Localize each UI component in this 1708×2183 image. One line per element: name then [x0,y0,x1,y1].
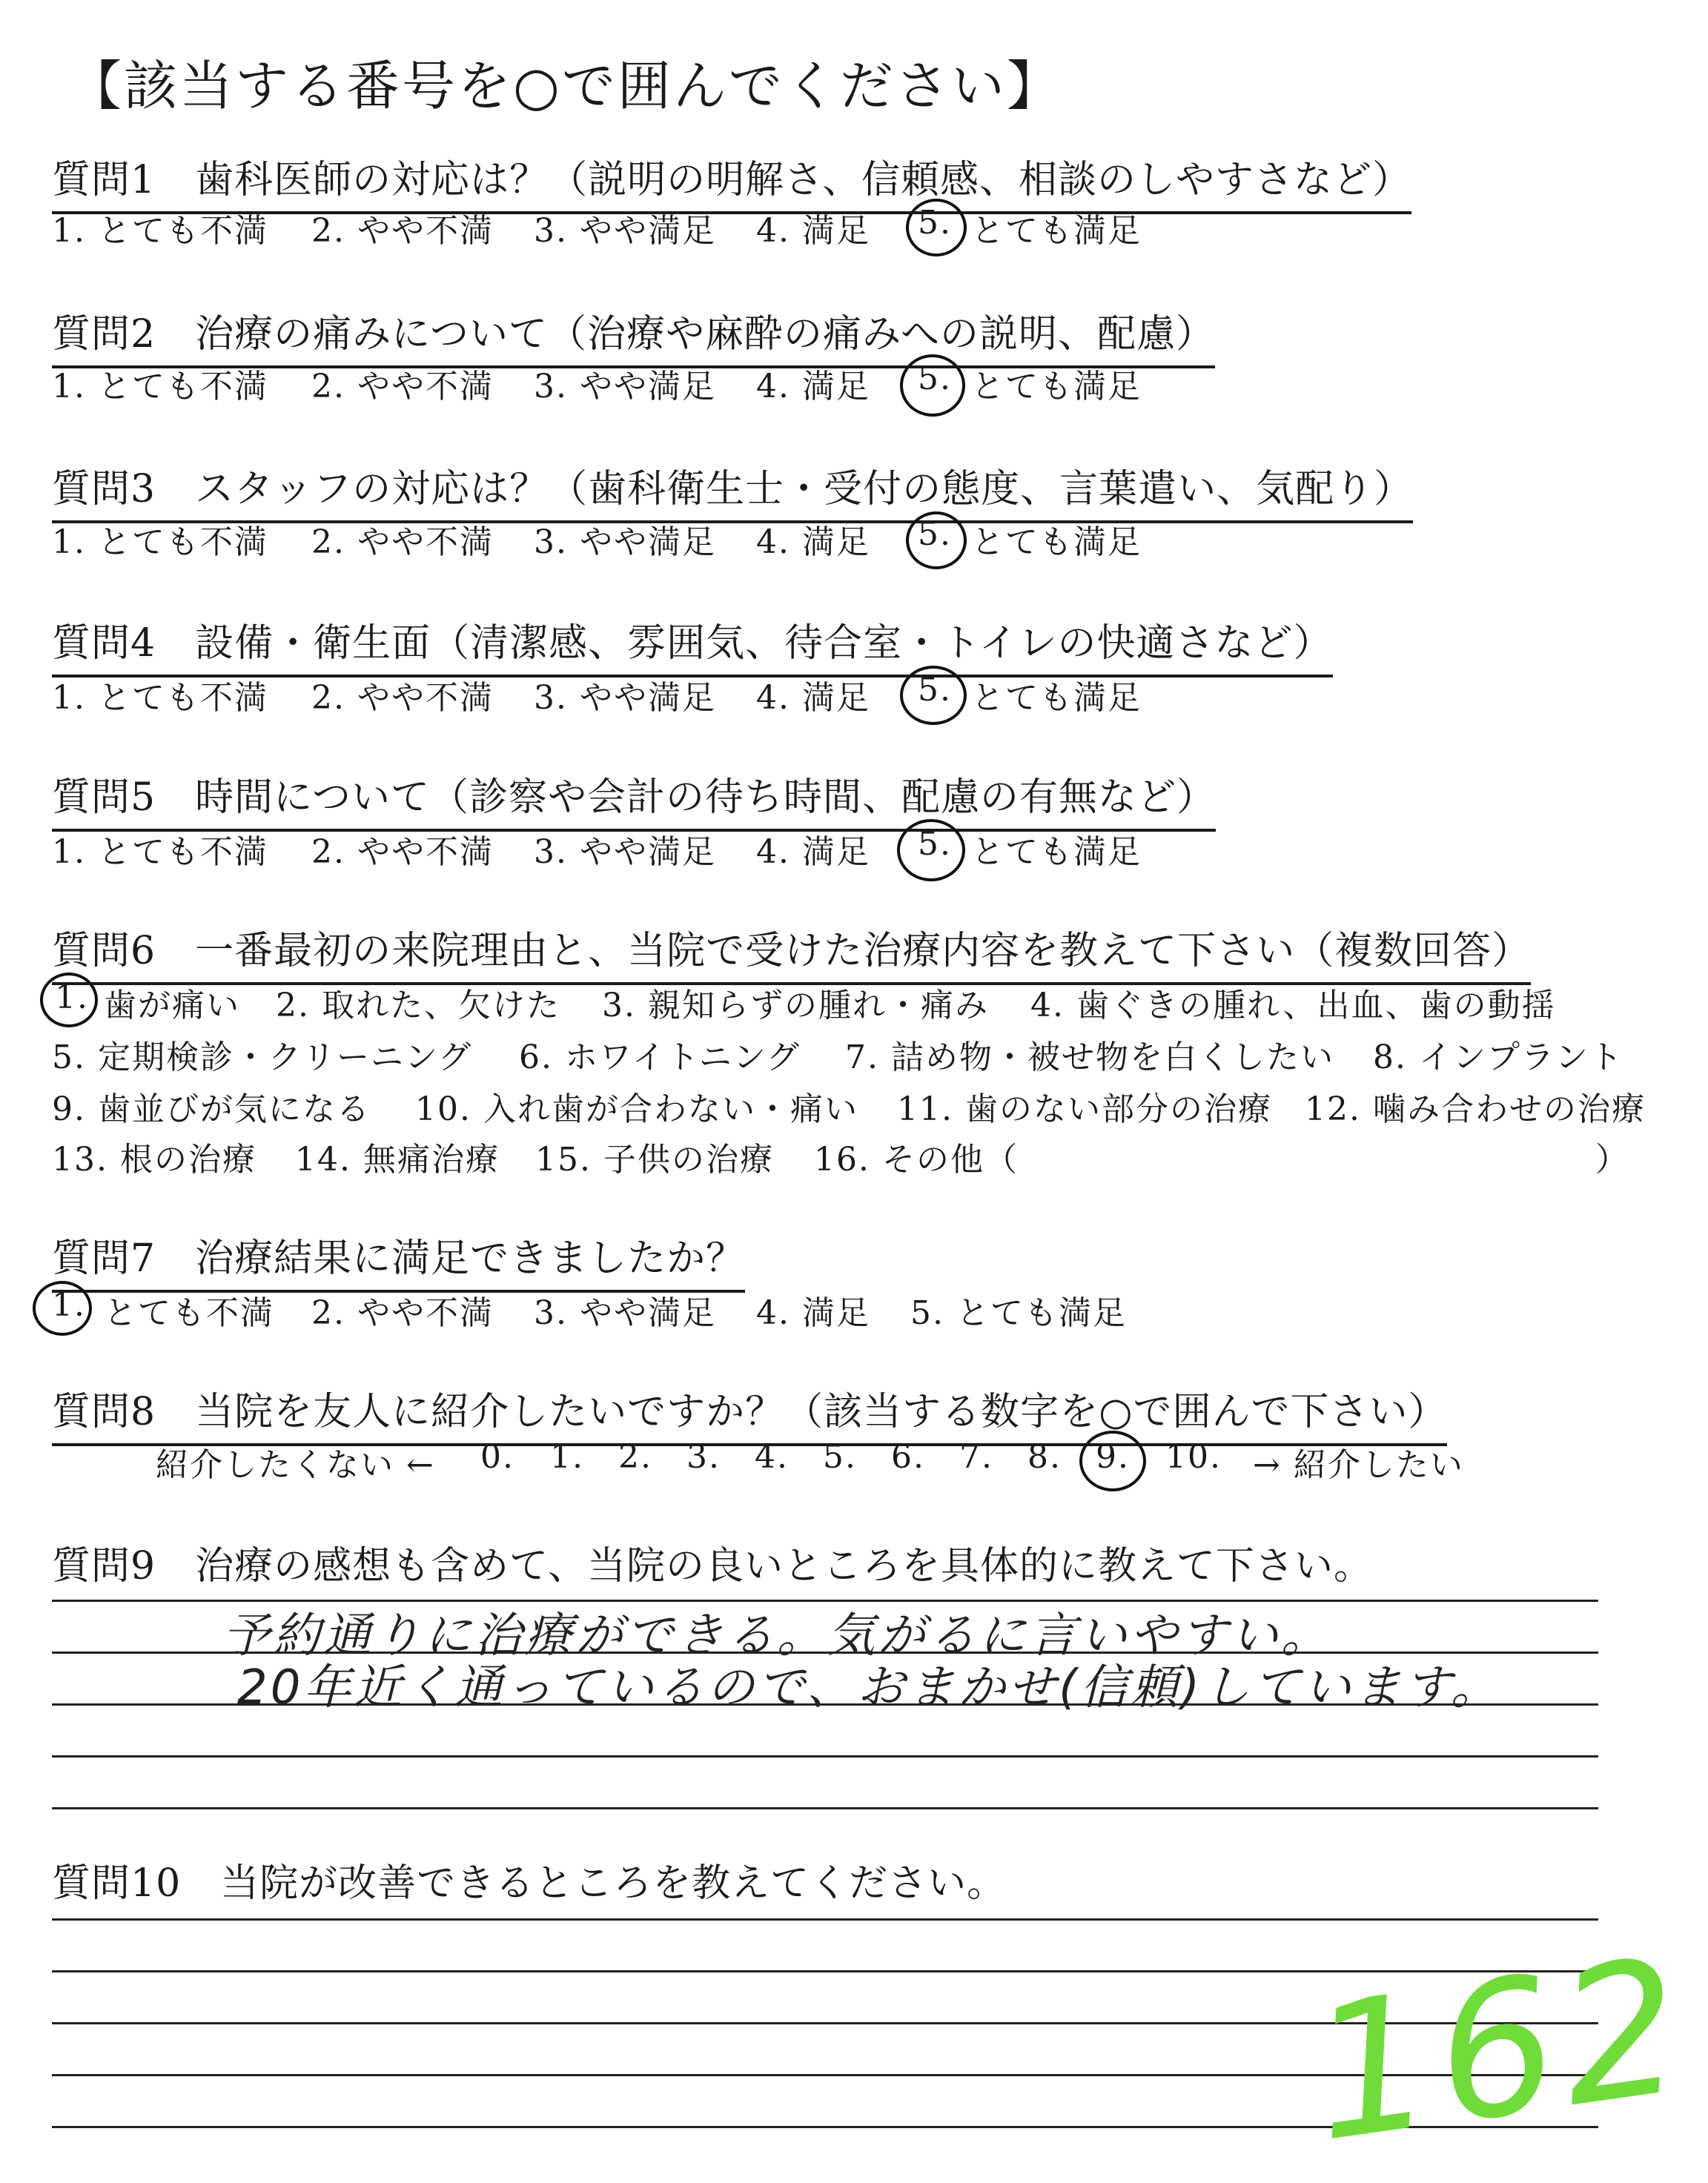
question-8-title: 質問8 当院を友人に紹介したいですか？（該当する数字を○で囲んで下さい） [52,1380,1447,1446]
q1-option-5-label: とても満足 [971,212,1142,250]
q6-option-10[interactable]: 10. 入れ歯が合わない・痛い [415,1090,858,1128]
q2-option-5[interactable]: 5. [918,360,952,397]
q6-option-11[interactable]: 11. 歯のない部分の治療 [897,1090,1272,1128]
question-3-title: 質問3 スタッフの対応は？（歯科衛生士・受付の態度、言葉遣い、気配り） [52,457,1413,523]
answer-line [52,1755,1598,1758]
selection-circle [897,819,965,881]
q5-option-1[interactable]: 1. とても不満 [52,833,268,871]
selection-circle [906,199,967,256]
q6-option-16[interactable]: 16. その他（ [814,1141,1019,1179]
instruction-heading: 【該当する番号を○で囲んでください】 [68,55,1062,117]
q7-option-1-label: とても不満 [104,1294,274,1332]
q8-score-4[interactable]: 4. [755,1438,789,1476]
selection-circle [1079,1431,1146,1491]
q3-option-5-label: とても満足 [971,523,1142,561]
q8-score-6[interactable]: 6. [891,1438,925,1476]
q4-option-4[interactable]: 4. 満足 [756,679,870,717]
q8-score-8[interactable]: 8. [1027,1438,1062,1476]
q8-score-1[interactable]: 1. [550,1438,584,1476]
q7-option-1[interactable]: 1. [52,1286,86,1324]
question-6-title: 質問6 一番最初の来院理由と、当院で受けた治療内容を教えて下さい（複数回答） [52,919,1531,985]
q1-option-3[interactable]: 3. やや満足 [534,212,716,250]
question-9-title: 質問9 治療の感想も含めて、当院の良いところを具体的に教えて下さい。 [52,1544,1374,1589]
q8-right-label: → 紹介したい [1253,1446,1464,1484]
selection-circle [33,1281,92,1336]
q6-other-close-paren: ） [1595,1141,1629,1179]
q7-option-2[interactable]: 2. やや不満 [311,1294,494,1332]
answer-line [52,1918,1598,1921]
q5-option-3[interactable]: 3. やや満足 [534,833,716,871]
q6-option-3[interactable]: 3. 親知らずの腫れ・痛み [602,987,989,1024]
page-number-handwritten: 162 [1299,1917,1701,2183]
q8-score-2[interactable]: 2. [618,1438,652,1476]
q4-option-5[interactable]: 5. [918,671,952,709]
q5-option-2[interactable]: 2. やや不満 [311,833,494,871]
q7-option-3[interactable]: 3. やや満足 [534,1294,716,1332]
q8-score-7[interactable]: 7. [959,1438,993,1476]
q6-option-8[interactable]: 8. インプラント [1373,1039,1623,1076]
q4-option-3[interactable]: 3. やや満足 [534,679,716,717]
q6-option-1[interactable]: 1. [55,978,89,1016]
q8-score-10[interactable]: 10. [1165,1438,1222,1476]
q9-handwritten-answer-line-2[interactable]: 20年近く通っているので、おまかせ(信頼)しています。 [237,1660,1501,1715]
q3-option-1[interactable]: 1. とても不満 [52,523,268,561]
q6-option-2[interactable]: 2. 取れた、欠けた [276,987,560,1024]
q1-option-4[interactable]: 4. 満足 [756,212,870,250]
q9-handwritten-answer-line-1[interactable]: 予約通りに治療ができる。気がるに言いやすい。 [222,1609,1331,1663]
question-7-title: 質問7 治療結果に満足できましたか？ [52,1227,745,1293]
q3-option-5[interactable]: 5. [918,515,952,553]
q2-option-5-label: とても満足 [971,368,1142,405]
q5-option-5-label: とても満足 [971,833,1142,871]
selection-circle [40,973,98,1027]
q8-score-3[interactable]: 3. [686,1438,721,1476]
q1-option-1[interactable]: 1. とても不満 [52,212,268,250]
q2-option-4[interactable]: 4. 満足 [756,368,870,405]
question-10-title: 質問10 当院が改善できるところを教えてください。 [52,1861,1007,1906]
q6-option-4[interactable]: 4. 歯ぐきの腫れ、出血、歯の動揺 [1030,987,1556,1024]
q3-option-4[interactable]: 4. 満足 [756,523,870,561]
q1-option-2[interactable]: 2. やや不満 [311,212,494,250]
q6-option-15[interactable]: 15. 子供の治療 [535,1141,774,1179]
selection-circle [900,666,967,725]
q3-option-2[interactable]: 2. やや不満 [311,523,494,561]
question-2-title: 質問2 治療の痛みについて（治療や麻酔の痛みへの説明、配慮） [52,302,1215,368]
answer-line [52,1807,1598,1809]
q6-option-1-label: 歯が痛い [104,987,240,1024]
q4-option-5-label: とても満足 [971,679,1142,717]
q7-option-5[interactable]: 5. とても満足 [910,1294,1127,1332]
q2-option-3[interactable]: 3. やや満足 [534,368,716,405]
q1-option-5[interactable]: 5. [918,204,952,242]
question-1-title: 質問1 歯科医師の対応は？（説明の明解さ、信頼感、相談のしやすさなど） [52,148,1411,214]
q8-score-5[interactable]: 5. [823,1438,857,1476]
selection-circle [900,354,965,417]
q5-option-5[interactable]: 5. [918,825,952,863]
q8-score-9[interactable]: 9. [1096,1438,1130,1476]
q6-option-5[interactable]: 5. 定期検診・クリーニング [52,1039,473,1076]
q8-score-0[interactable]: 0. [480,1438,514,1476]
q6-option-12[interactable]: 12. 噛み合わせの治療 [1305,1090,1646,1128]
q4-option-2[interactable]: 2. やや不満 [311,679,494,717]
q7-option-4[interactable]: 4. 満足 [756,1294,870,1332]
q2-option-2[interactable]: 2. やや不満 [311,368,494,405]
q6-option-7[interactable]: 7. 詰め物・被せ物を白くしたい [845,1039,1334,1076]
q6-option-13[interactable]: 13. 根の治療 [52,1141,256,1179]
q2-option-1[interactable]: 1. とても不満 [52,368,268,405]
q5-option-4[interactable]: 4. 満足 [756,833,870,871]
q6-option-6[interactable]: 6. ホワイトニング [519,1039,801,1076]
q8-left-label: 紹介したくない ← [156,1446,435,1484]
selection-circle [906,511,967,569]
q3-option-3[interactable]: 3. やや満足 [534,523,716,561]
question-5-title: 質問5 時間について（診察や会計の待ち時間、配慮の有無など） [52,766,1216,832]
q4-option-1[interactable]: 1. とても不満 [52,679,268,717]
question-4-title: 質問4 設備・衛生面（清潔感、雰囲気、待合室・トイレの快適さなど） [52,612,1333,678]
q6-option-14[interactable]: 14. 無痛治療 [295,1141,500,1179]
q6-option-9[interactable]: 9. 歯並びが気になる [52,1090,371,1128]
